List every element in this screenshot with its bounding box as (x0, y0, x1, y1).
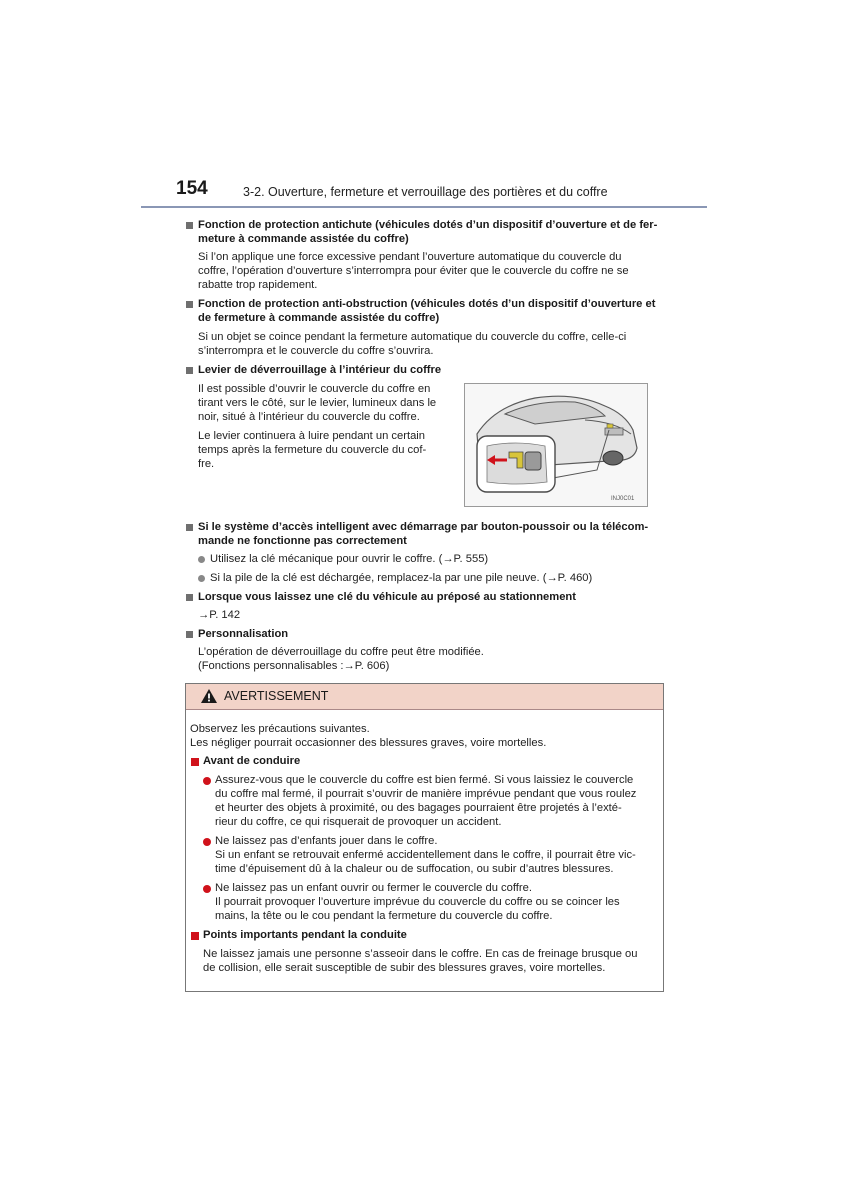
warning-line: mains, la tête ou le cou pendant la fermeture du couvercle du coffre. (215, 910, 553, 922)
body-line: noir, situé à l’intérieur du couvercle du coffre. (198, 411, 420, 423)
warning-intro: Observez les précautions suivantes. (190, 723, 370, 735)
heading-valet: Lorsque vous laissez une clé du véhicule au préposé au stationnement (198, 591, 576, 603)
warning-line: du coffre mal fermé, il pourrait s’ouvrir de manière imprévue pendant que vous roulez (215, 788, 637, 800)
heading-smart-access-1: Si le système d’accès intelligent avec démarrage par bouton-poussoir ou la télécom- (198, 521, 649, 533)
section-title: 3-2. Ouverture, fermeture et verrouillage des portières et du coffre (243, 185, 608, 199)
warning-line: time d’épuisement dû à la chaleur ou de suffocation, ou subir d’autres blessures. (215, 863, 614, 875)
body-line: L’opération de déverrouillage du coffre peut être modifiée. (198, 646, 484, 658)
bullet-battery: Si la pile de la clé est déchargée, remplacez-la par une pile neuve. (→P. 460) (210, 572, 593, 584)
warning-line: Si un enfant se retrouvait enfermé accidentellement dans le coffre, il pourrait être vic- (215, 849, 636, 861)
warning-title: AVERTISSEMENT (224, 689, 329, 703)
body-line: coffre, l’opération d’ouverture s’interrompra pour éviter que le couvercle du coffre ne se (198, 265, 629, 277)
heading-release-lever: Levier de déverrouillage à l’intérieur du coffre (198, 364, 442, 376)
warning-heading-before-driving: Avant de conduire (203, 755, 301, 767)
body-line: s’interrompra et le couvercle du coffre s’ouvrira. (198, 345, 434, 357)
warning-header (186, 684, 663, 710)
red-bullet-icon (203, 885, 211, 893)
heading-smart-access-2: mande ne fonctionne pas correctement (198, 535, 407, 547)
warning-box (185, 683, 664, 992)
round-bullet-icon (198, 575, 205, 582)
car-trunk-illustration (465, 384, 647, 506)
heading-antiobstruction-2: de fermeture à commande assistée du coffre) (198, 312, 440, 324)
warning-intro: Les négliger pourrait occasionner des blessures graves, voire mortelles. (190, 737, 547, 749)
square-bullet-icon (186, 222, 193, 229)
body-line: temps après la fermeture du couvercle du cof- (198, 444, 427, 456)
warning-line: Ne laissez pas un enfant ouvrir ou fermer le couvercle du coffre. (215, 882, 532, 894)
header-divider (141, 206, 707, 208)
warning-heading-while-driving: Points importants pendant la conduite (203, 929, 407, 941)
body-line: (Fonctions personnalisables :→P. 606) (198, 660, 390, 672)
square-bullet-icon (186, 301, 193, 308)
square-bullet-icon (186, 524, 193, 531)
warning-line: Assurez-vous que le couvercle du coffre est bien fermé. Si vous laissiez le couvercle (215, 774, 634, 786)
warning-triangle-icon (200, 688, 218, 704)
red-square-bullet-icon (191, 758, 199, 766)
warning-line: et heurter des objets à proximité, ou des bagages pourraient être projetés à l’exté- (215, 802, 622, 814)
body-line: tirant vers le côté, sur le levier, lumineux dans le (198, 397, 437, 409)
square-bullet-icon (186, 631, 193, 638)
heading-antifall-1: Fonction de protection antichute (véhicules dotés d’un dispositif d’ouverture et de fer- (198, 219, 658, 231)
square-bullet-icon (186, 367, 193, 374)
red-bullet-icon (203, 838, 211, 846)
warning-line: Ne laissez jamais une personne s’asseoir dans le coffre. En cas de freinage brusque ou (203, 948, 638, 960)
red-bullet-icon (203, 777, 211, 785)
heading-customization: Personnalisation (198, 628, 289, 640)
figure-code: INJ0C01 (611, 496, 635, 502)
warning-line: de collision, elle serait susceptible de subir des blessures graves, voire mortelles. (203, 962, 606, 974)
heading-antifall-2: meture à commande assistée du coffre) (198, 233, 409, 245)
round-bullet-icon (198, 556, 205, 563)
heading-antiobstruction-1: Fonction de protection anti-obstruction (véhicules dotés d’un dispositif d’ouverture et (198, 298, 656, 310)
warning-line: Il pourrait provoquer l’ouverture imprévue du couvercle du coffre ou se coincer les (215, 896, 620, 908)
square-bullet-icon (186, 594, 193, 601)
warning-line: rieur du coffre, ce qui risquerait de provoquer un accident. (215, 816, 502, 828)
page-reference: →P. 142 (198, 609, 241, 621)
body-line: Il est possible d’ouvrir le couvercle du coffre en (198, 383, 431, 395)
body-line: fre. (198, 458, 215, 470)
body-line: Le levier continuera à luire pendant un certain (198, 430, 426, 442)
trunk-release-lever-illustration (464, 383, 648, 507)
body-line: rabatte trop rapidement. (198, 279, 318, 291)
red-square-bullet-icon (191, 932, 199, 940)
body-line: Si l’on applique une force excessive pendant l’ouverture automatique du couvercle du (198, 251, 622, 263)
page-number: 154 (176, 178, 208, 199)
warning-line: Ne laissez pas d’enfants jouer dans le coffre. (215, 835, 438, 847)
body-line: Si un objet se coince pendant la fermeture automatique du couvercle du coffre, celle-ci (198, 331, 627, 343)
bullet-mechanical-key: Utilisez la clé mécanique pour ouvrir le coffre. (→P. 555) (210, 553, 489, 565)
